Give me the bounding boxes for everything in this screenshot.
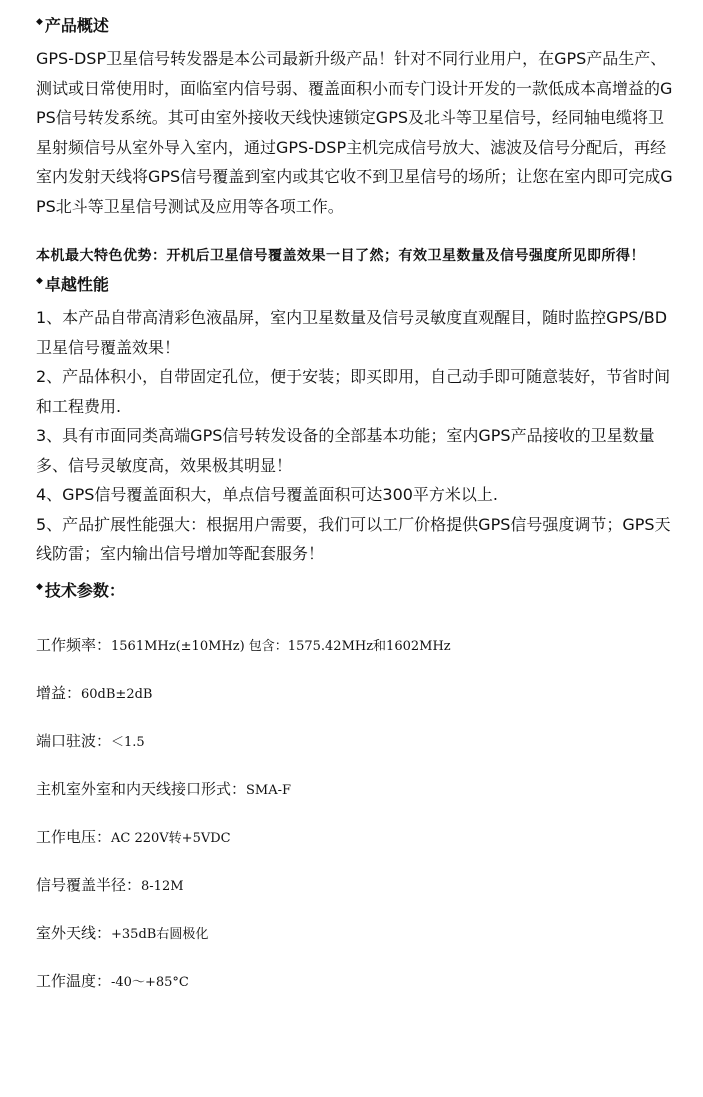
spec-row <box>36 825 673 873</box>
performance-item: 3、具有市面同类高端GPS信号转发设备的全部基本功能；室内GPS产品接收的卫星数量多、信号灵敏度高，效果极其明显！ <box>36 426 655 475</box>
diamond-bullet-icon: ◆ <box>36 276 43 286</box>
spec-label: 工作电压： <box>36 827 112 846</box>
spec-label: 主机室外室和内天线接口形式： <box>36 779 247 798</box>
performance-item: 5、产品扩展性能强大：根据用户需要，我们可以工厂价格提供GPS信号强度调节；GPS天线防雷；室内输出信号增加等配套服务！ <box>36 514 671 563</box>
diamond-bullet-icon: ◆ <box>36 581 43 592</box>
spec-value: 1561MHz(±10MHz) 包含：1575.42MHz和1602MHz <box>111 638 451 654</box>
spec-value: -40～+85°C <box>111 974 189 990</box>
overview-heading <box>36 12 673 40</box>
performance-item: 4、GPS信号覆盖面积大，单点信号覆盖面积可达300平方米以上. <box>36 485 499 504</box>
spec-label: 室外天线： <box>36 923 112 942</box>
specs-heading-text: 技术参数： <box>44 580 125 600</box>
specs-list <box>36 633 673 1017</box>
spec-row <box>36 633 673 681</box>
diamond-bullet-icon: ◆ <box>36 17 43 27</box>
performance-item: 1、本产品自带高清彩色液晶屏，室内卫星数量及信号灵敏度直观醒目，随时监控GPS/BD卫星信号覆盖效果！ <box>36 308 668 357</box>
spec-value: AC 220V转+5VDC <box>111 830 231 846</box>
spec-label: 增益： <box>36 683 82 702</box>
performance-heading <box>36 271 673 299</box>
spec-label: 端口驻波： <box>36 731 112 750</box>
spec-label: 工作频率： <box>36 635 112 654</box>
spec-row <box>36 921 673 969</box>
specs-heading <box>36 577 673 605</box>
feature-note: 本机最大特色优势：开机后卫星信号覆盖效果一目了然；有效卫星数量及信号强度所见即所得！ <box>36 248 645 264</box>
spec-row <box>36 729 673 777</box>
performance-item: 2、产品体积小，自带固定孔位，便于安装；即买即用，自己动手即可随意装好，节省时间和工程费用. <box>36 367 671 416</box>
spec-value: +35dB右圆极化 <box>111 926 209 942</box>
spec-label: 工作温度： <box>36 971 112 990</box>
spec-row <box>36 873 673 921</box>
spec-value: 60dB±2dB <box>81 686 153 702</box>
spec-value: SMA-F <box>246 782 292 798</box>
overview-paragraph: GPS-DSP卫星信号转发器是本公司最新升级产品！针对不同行业用户，在GPS产品生产、测试或日常使用时，面临室内信号弱、覆盖面积小而专门设计开发的一款低成本高增益的GPS信号转发系统。其可由室外接收天线快速锁定GPS及北斗等卫星信号，经同轴电缆将卫星射频信号从室外导入室内，通过GPS-DSP主机完成信号放大、滤波及信号分配后，再经室内发射天线将GPS信号覆盖到室内或其它收不到卫星信号的场所；让您在室内即可完成GPS北斗等卫星信号测试及应用等各项工作。 <box>36 49 673 216</box>
performance-heading-text: 卓越性能 <box>44 275 109 294</box>
spec-row <box>36 777 673 825</box>
spec-row <box>36 681 673 729</box>
spec-value: 8-12M <box>141 878 184 894</box>
overview-heading-text: 产品概述 <box>44 16 109 35</box>
spec-label: 信号覆盖半径： <box>36 875 142 894</box>
spec-row <box>36 969 673 1017</box>
spec-value: ＜1.5 <box>111 734 145 750</box>
